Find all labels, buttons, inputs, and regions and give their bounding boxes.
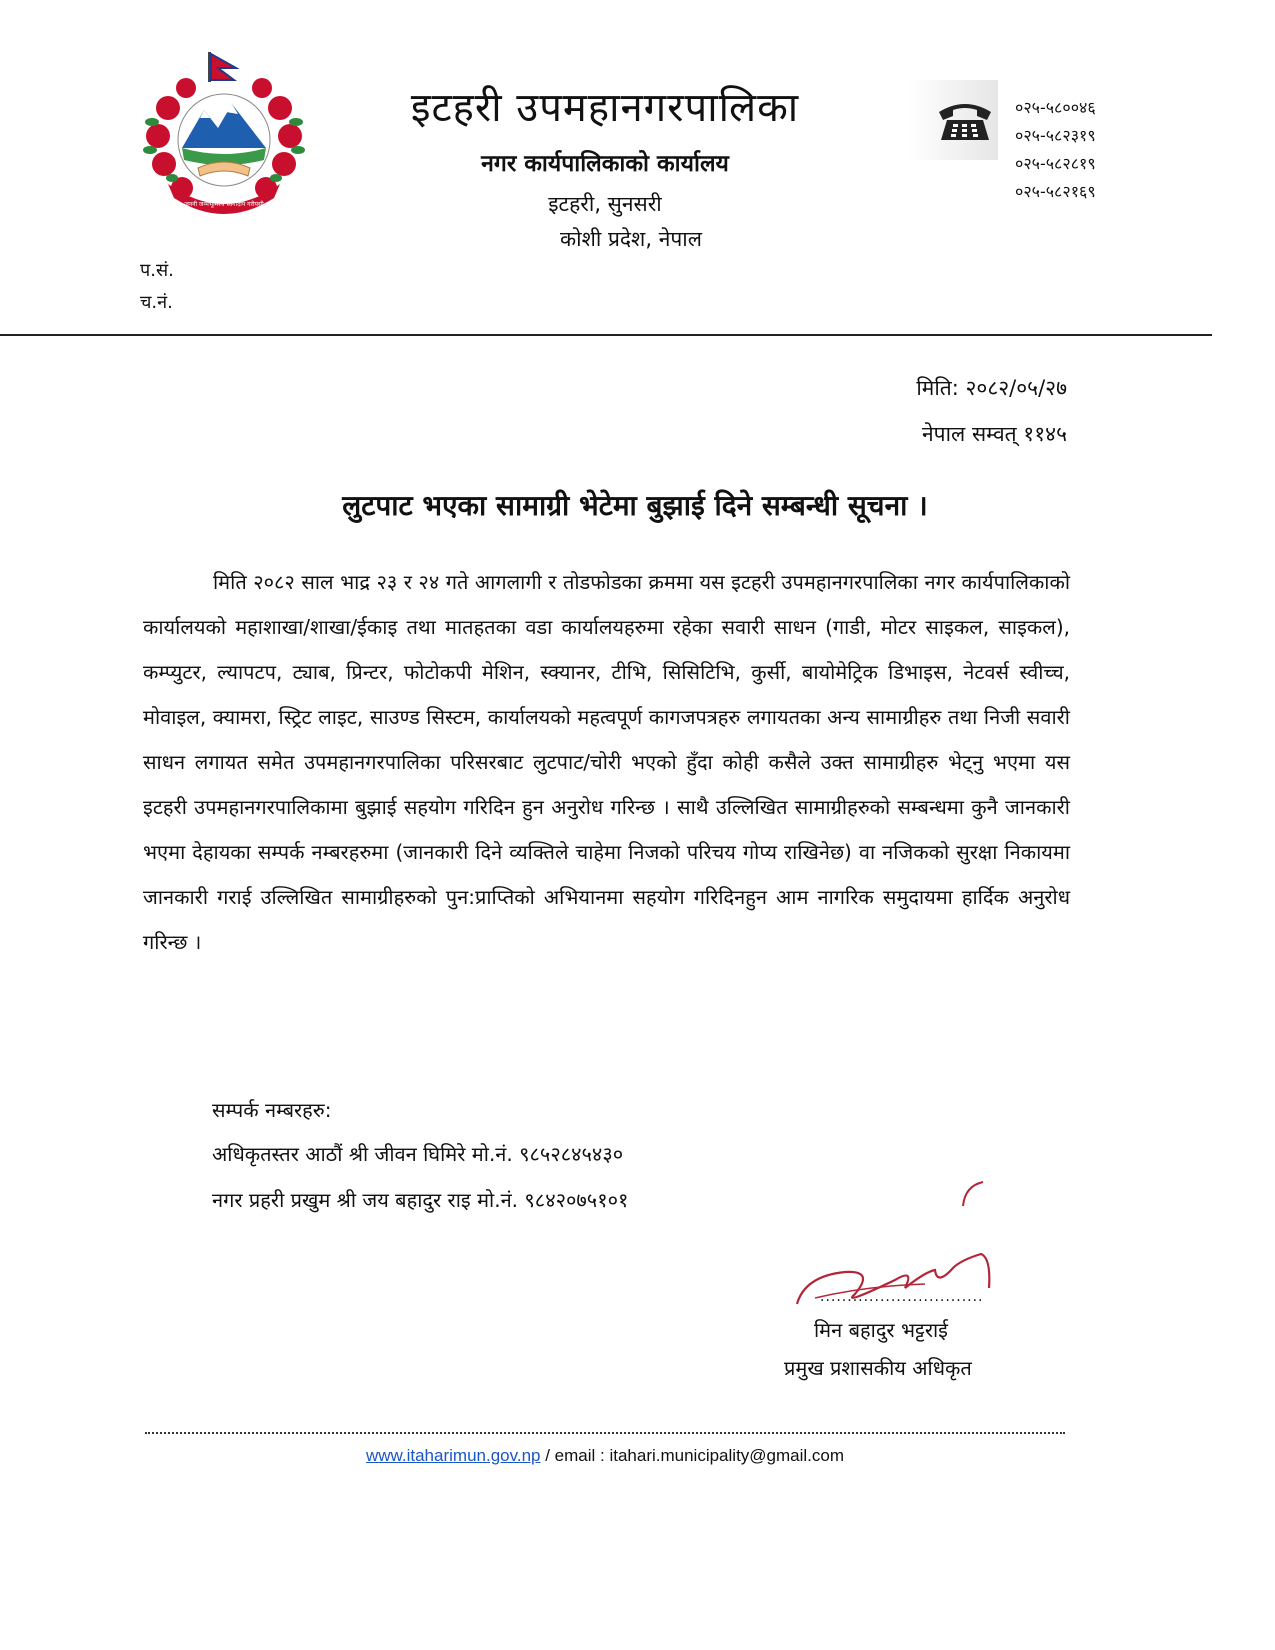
footer-divider	[145, 1432, 1065, 1434]
address-province: कोशी प्रदेश, नेपाल	[560, 227, 702, 251]
contact-item: अधिकृतस्तर आठौं श्री जीवन घिमिरे मो.नं. ९८५२८४५४३०	[212, 1142, 624, 1166]
phone-number: ०२५-५८००४६	[1015, 98, 1096, 117]
notice-date: मिति: २०८२/०५/२७	[916, 376, 1067, 400]
email-address: itahari.municipality@gmail.com	[609, 1446, 845, 1465]
nepal-sambat-date: नेपाल सम्वत् ११४५	[922, 422, 1067, 446]
notice-body: मिति २०८२ साल भाद्र २३ र २४ गते आगलागी र तोडफोडका क्रममा यस इटहरी उपमहानगरपालिका नगर कार्यपालिकाको कार्यालयको महाशाखा/शाखा/ईकाइ तथा मातहतका वडा कार्यालयहरुमा रहेका सवारी साधन (गाडी, मोटर साइकल, साइकल), कम्प्युटर, ल्यापटप, ट्याब, प्रिन्टर, फोटोकपी मेशिन, स्क्यानर, टीभि, सिसिटिभि, कुर्सी, बायोमेट्रिक डिभाइस, नेटवर्स स्वीच्च, मोवाइल, क्यामरा, स्ट्रिट लाइट, साउण्ड सिस्टम, कार्यालयको महत्वपूर्ण कागजपत्रहरु लगायतका अन्य सामाग्रीहरु तथा निजी सवारी साधन लगायत समेत उपमहानगरपालिका परिसरबाट लुटपाट/चोरी भएको हुँदा कोही कसैले उक्त सामाग्रीहरु भेट्नु भएमा यस इटहरी उपमहानगरपालिकामा बुझाई सहयोग गरिदिन हुन अनुरोध गरिन्छ । साथै उल्लिखित सामाग्रीहरुको सम्बन्धमा कुनै जानकारी भएमा देहायका सम्पर्क नम्बरहरुमा (जानकारी दिने व्यक्तिले चाहेमा निजको परिचय गोप्य राखिनेछ) वा नजिकको सुरक्षा निकायमा जानकारी गराई उल्लिखित सामाग्रीहरुको पुन:प्राप्तिको अभियानमा सहयोग गरिदिनहुन आम नागरिक समुदायमा हार्दिक अनुरोध गरिन्छ ।	[143, 570, 1070, 954]
notice-title: लुटपाट भएका सामाग्री भेटेमा बुझाई दिने सम्बन्धी सूचना ।	[342, 489, 928, 522]
signer-name: मिन बहादुर भट्टराई	[814, 1318, 948, 1342]
svg-text:जननी जन्मभूमिश्च स्वर्गादपि गर: जननी जन्मभूमिश्च स्वर्गादपि गरीयसी	[184, 201, 264, 208]
office-name: इटहरी उपमहानगरपालिका	[410, 85, 800, 131]
header-divider	[0, 334, 1212, 336]
signature-dotted-line: ..............................	[820, 1289, 984, 1305]
dispatch-number-label: च.नं.	[140, 292, 173, 313]
phone-number-list	[1015, 94, 1096, 206]
website-link[interactable]: www.itaharimun.gov.np	[365, 1446, 541, 1465]
address-city: इटहरी, सुनसरी	[548, 192, 662, 216]
contact-item: नगर प्रहरी प्रखुम श्री जय बहादुर राइ मो.नं. ९८४२०७५१०१	[212, 1188, 629, 1212]
phone-number: ०२५-५८२८१९	[1015, 154, 1096, 173]
footer-contact	[145, 1446, 1065, 1466]
footer-separator: / email :	[540, 1446, 610, 1465]
phone-number: ०२५-५८२१६९	[1015, 182, 1096, 201]
reference-number-label: प.सं.	[140, 260, 174, 281]
nepal-government-emblem-icon	[138, 48, 310, 220]
contacts-heading: सम्पर्क नम्बरहरु:	[212, 1098, 332, 1122]
phone-number: ०२५-५८२३१९	[1015, 126, 1096, 145]
signer-title: प्रमुख प्रशासकीय अधिकृत	[784, 1356, 972, 1380]
telephone-icon	[935, 94, 995, 144]
office-subtitle: नगर कार्यपालिकाको कार्यालय	[481, 151, 729, 177]
